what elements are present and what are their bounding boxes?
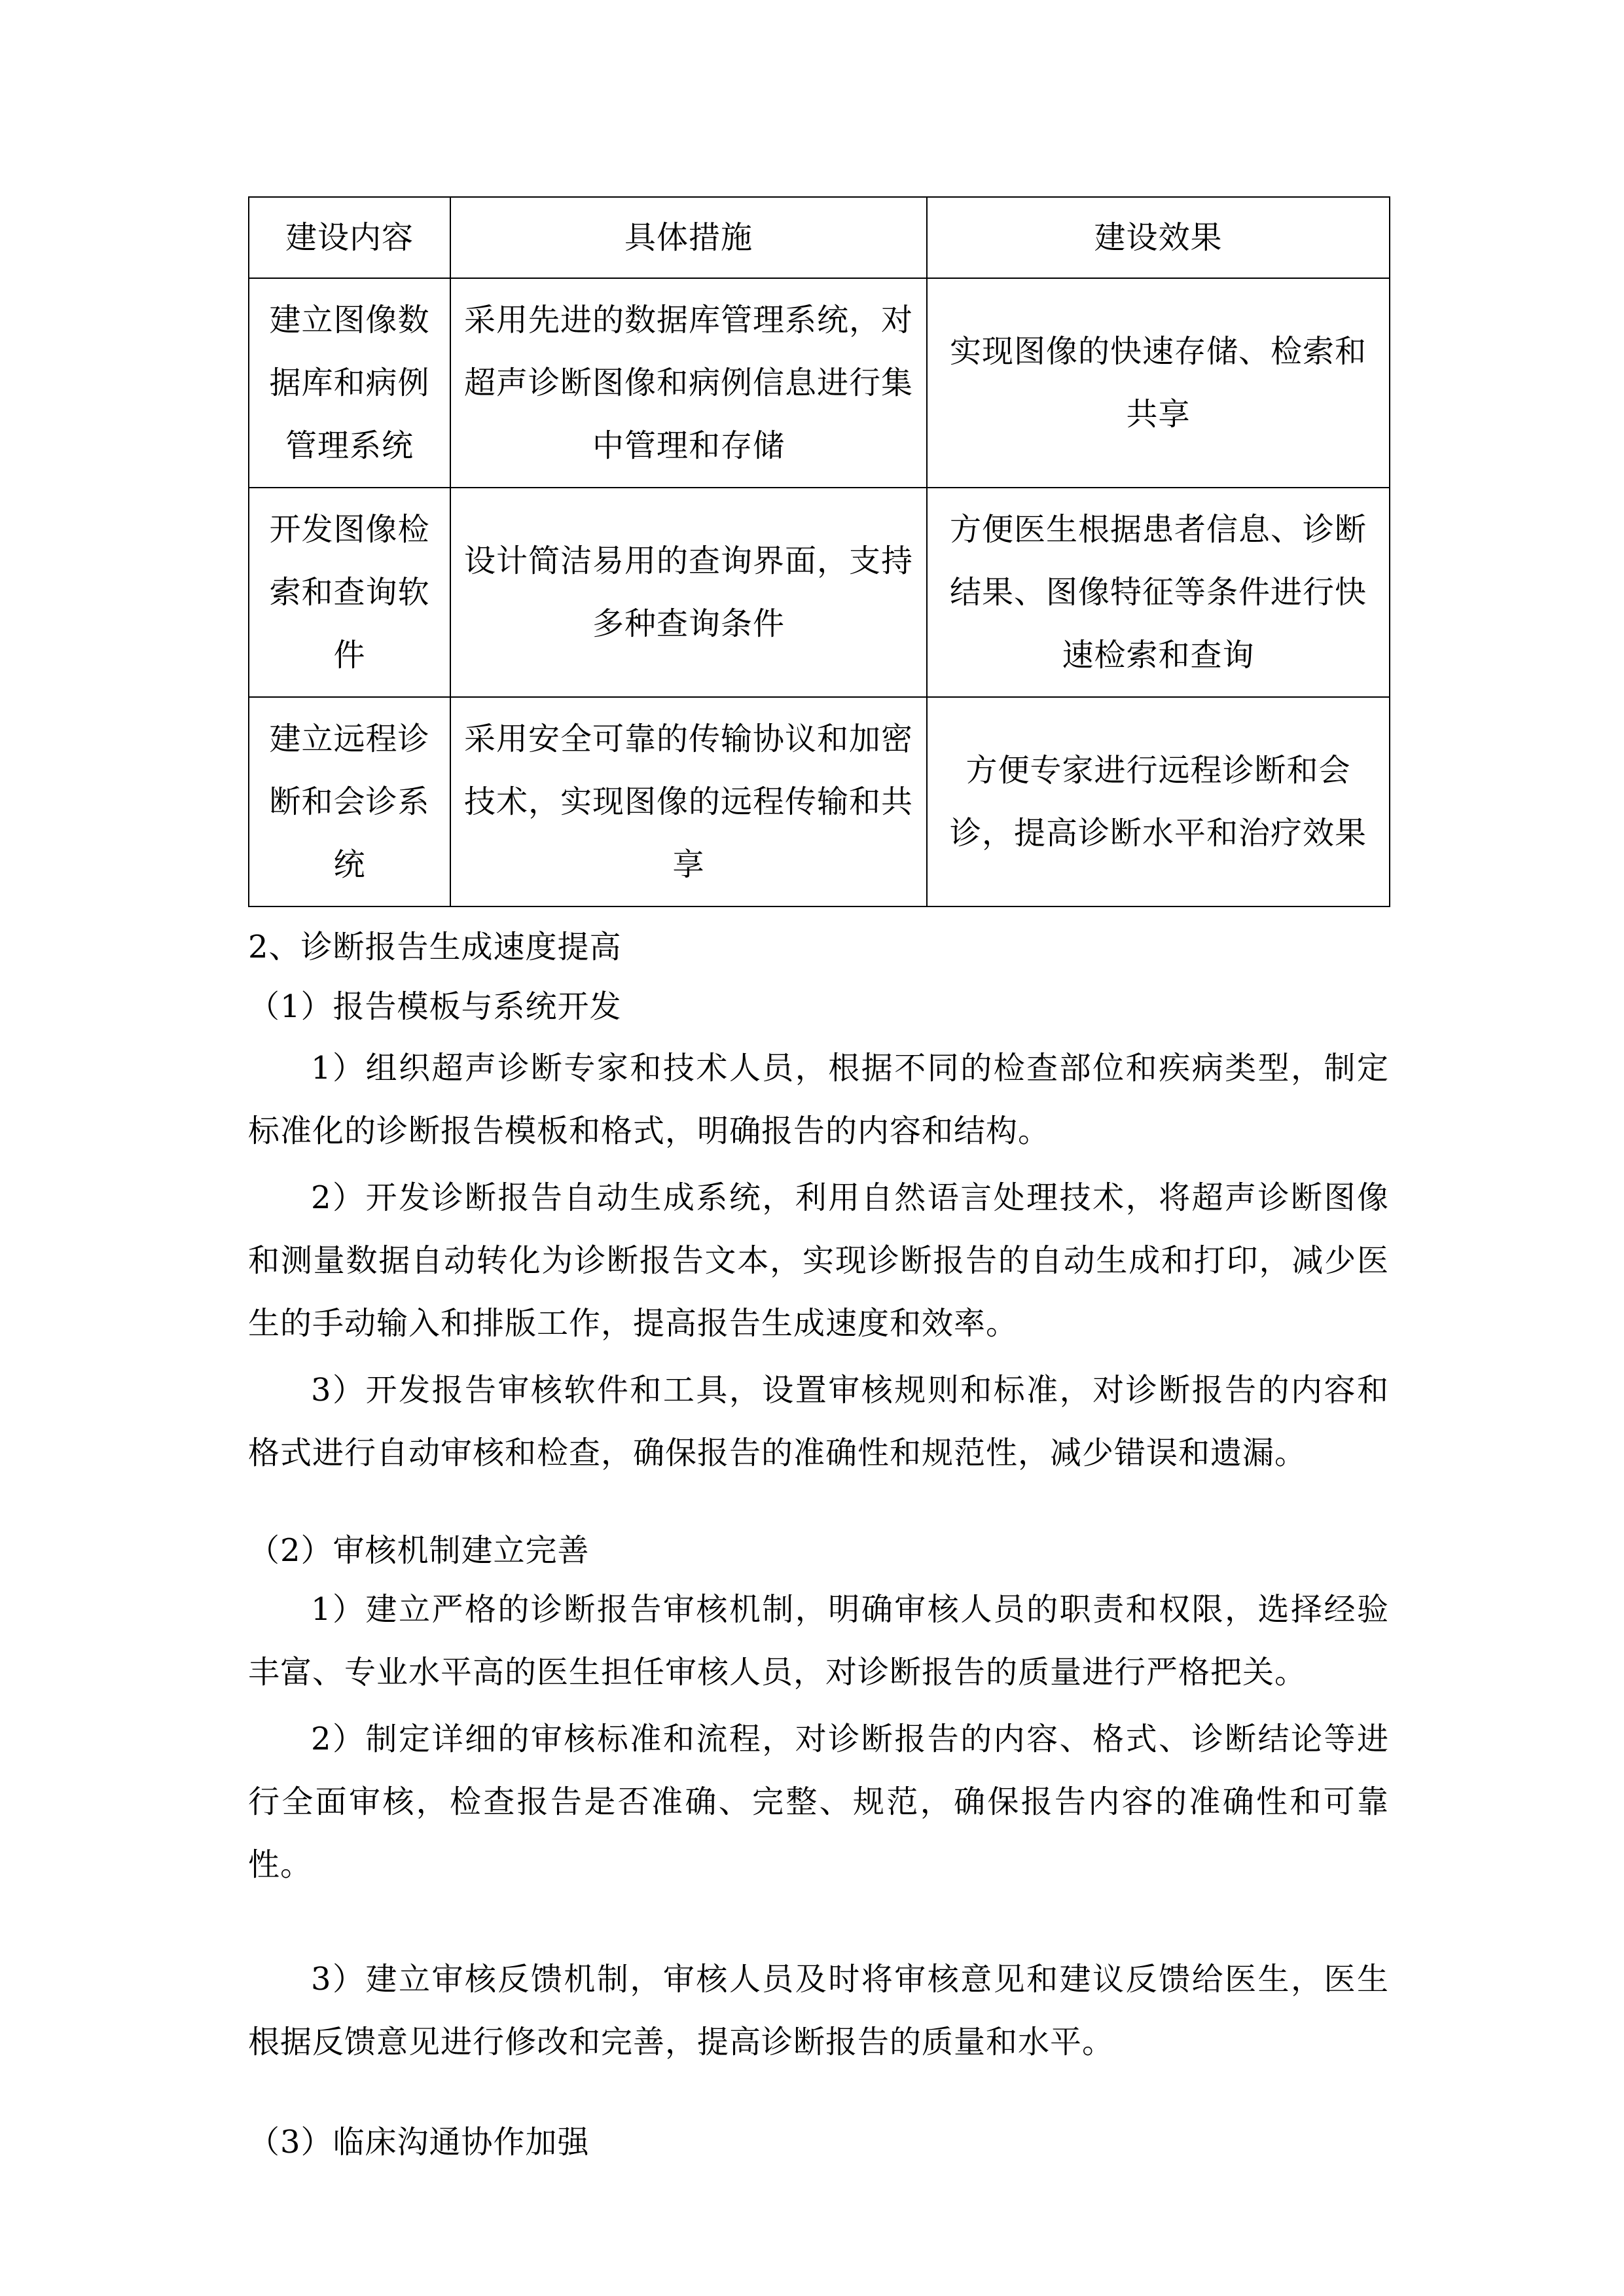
cell-text: 方便医生根据患者信息、诊断结果、图像特征等条件进行快速检索和查询 bbox=[949, 511, 1367, 673]
paragraph: 1）建立严格的诊断报告审核机制，明确审核人员的职责和权限，选择经验丰富、专业水平高的医生担任审核人员，对诊断报告的质量进行严格把关。 bbox=[248, 1591, 1389, 1691]
header-construction-effect: 建设效果 bbox=[927, 197, 1390, 278]
paragraph: 3）建立审核反馈机制，审核人员及时将审核意见和建议反馈给医生，医生根据反馈意见进行修改和完善，提高诊断报告的质量和水平。 bbox=[248, 1961, 1389, 2060]
table-cell-effect bbox=[927, 278, 1390, 488]
table-cell-item bbox=[249, 488, 450, 697]
cell-text: 建立图像数据库和病例管理系统 bbox=[269, 302, 430, 464]
table-row bbox=[249, 697, 1390, 906]
table-cell-effect bbox=[927, 697, 1390, 906]
cell-text: 实现图像的快速存储、检索和共享 bbox=[949, 333, 1367, 433]
paragraph: 1）组织超声诊断专家和技术人员，根据不同的检查部位和疾病类型，制定标准化的诊断报告模板和格式，明确报告的内容和结构。 bbox=[248, 1050, 1389, 1149]
table-cell-measure bbox=[450, 697, 927, 906]
paragraph: 3）开发报告审核软件和工具，设置审核规则和标准，对诊断报告的内容和格式进行自动审核和检查，确保报告的准确性和规范性，减少错误和遗漏。 bbox=[248, 1372, 1389, 1471]
paragraph: 2）制定详细的审核标准和流程，对诊断报告的内容、格式、诊断结论等进行全面审核，检查报告是否准确、完整、规范，确保报告内容的准确性和可靠性。 bbox=[248, 1721, 1389, 1883]
table-row bbox=[249, 278, 1390, 488]
cell-text: 采用先进的数据库管理系统，对超声诊断图像和病例信息进行集中管理和存储 bbox=[463, 302, 913, 464]
cell-text: 开发图像检索和查询软件 bbox=[269, 511, 430, 673]
table-header-row bbox=[249, 197, 1390, 278]
cell-text: 方便专家进行远程诊断和会诊，提高诊断水平和治疗效果 bbox=[949, 752, 1367, 852]
header-construction-content: 建设内容 bbox=[249, 197, 450, 278]
cell-text: 设计简洁易用的查询界面，支持多种查询条件 bbox=[463, 543, 913, 642]
table-cell-measure bbox=[450, 278, 927, 488]
subsection-heading-1: （1）报告模板与系统开发 bbox=[248, 988, 622, 1025]
cell-text: 采用安全可靠的传输协议和加密技术，实现图像的远程传输和共享 bbox=[463, 721, 913, 883]
table-cell-measure bbox=[450, 488, 927, 697]
table-cell-item bbox=[249, 278, 450, 488]
construction-table bbox=[248, 196, 1390, 907]
subsection-heading-3: （3）临床沟通协作加强 bbox=[248, 2124, 590, 2161]
cell-text: 建立远程诊断和会诊系统 bbox=[269, 721, 430, 883]
subsection-heading-2: （2）审核机制建立完善 bbox=[248, 1532, 590, 1569]
table-cell-effect bbox=[927, 488, 1390, 697]
table-row bbox=[249, 488, 1390, 697]
header-specific-measures: 具体措施 bbox=[450, 197, 927, 278]
table-cell-item bbox=[249, 697, 450, 906]
section-heading: 2、诊断报告生成速度提高 bbox=[248, 929, 622, 965]
paragraph: 2）开发诊断报告自动生成系统，利用自然语言处理技术，将超声诊断图像和测量数据自动转化为诊断报告文本，实现诊断报告的自动生成和打印，减少医生的手动输入和排版工作，提高报告生成速度和效率。 bbox=[248, 1179, 1389, 1342]
